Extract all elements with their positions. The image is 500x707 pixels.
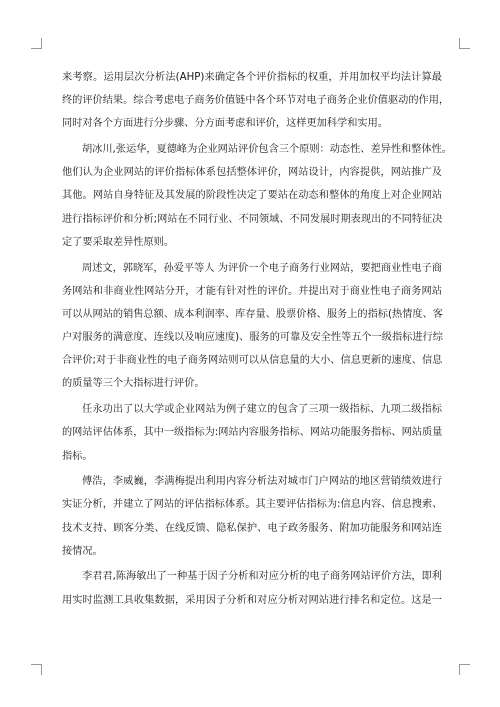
text-line: 来考察。运用层次分析法(AHP)来确定各个评价指标的权重，并用加权平均法计算最 xyxy=(62,72,442,83)
text-line: 他们认为企业网站的评价指标体系包括整体评价，网站设计，内容提供，网站推广及 xyxy=(62,167,442,179)
text-line: 李君君,陈海敏出了一种基于因子分析和对应分析的电子商务网站评价方法，即利 xyxy=(82,571,442,583)
text-line: 傅浩，李威巍，李满梅提出利用内容分析法对城市门户网站的地区营销绩效进行 xyxy=(82,476,442,488)
paragraph-ren-yonggong xyxy=(62,398,442,468)
text-line: 接情况。 xyxy=(62,545,103,557)
text-line: 可以从网站的销售总额、成本利润率、库存量、股票价格、服务上的指标(热情度、客 xyxy=(62,308,443,320)
text-line: 的质量等三个大指标进行评价。 xyxy=(62,378,205,390)
text-line: 务网站和非商业性网站分开，才能有针对性的评价。并提出对于商业性电子商务网站 xyxy=(62,285,442,297)
paragraph-zhou-shuwen xyxy=(62,257,442,396)
paragraph-ahp-method xyxy=(62,66,450,136)
crop-mark-bottom-right xyxy=(459,664,470,675)
text-line: 户对服务的满意度、连线以及响应速度)、服务的可靠及安全性等五个一级指标进行综 xyxy=(62,332,443,344)
text-line: 进行指标评价和分析;网站在不同行业、不同领域、不同发展时期表现出的不同特征决 xyxy=(62,213,443,225)
text-line: 终的评价结果。综合考虑电子商务价值链中各个环节对电子商务企业价值驱动的作用， xyxy=(62,95,450,107)
crop-mark-top-right xyxy=(459,38,470,49)
text-line: 其他。网站自身特征及其发展的阶段性决定了要站在动态和整体的角度上对企业网站 xyxy=(62,190,442,202)
paragraph-fu-hao xyxy=(62,470,442,563)
text-line: 定了要采取差异性原则。 xyxy=(62,236,175,248)
text-line: 的网站评估体系，其中一级指标为:网站内容服务指标、网站功能服务指标、网站质量 xyxy=(62,427,443,439)
text-line: 任永功出了以大学或企业网站为例子建立的包含了三项一级指标、九项二级指标 xyxy=(82,404,442,416)
text-line: 周述文，郭晓军，孙爱平等人 为评价一个电子商务行业网站，要把商业性电子商 xyxy=(82,262,442,274)
crop-mark-top-left xyxy=(31,38,42,49)
crop-mark-bottom-left xyxy=(31,664,42,675)
body-text xyxy=(62,66,452,612)
paragraph-li-junjun xyxy=(62,565,442,611)
text-line: 指标。 xyxy=(62,450,93,462)
text-line: 技术支持、顾客分类、在线反馈、隐私保护、电子政务服务、附加功能服务和网站连 xyxy=(62,522,442,534)
paragraph-hu-bingchuan xyxy=(62,138,452,254)
text-line: 用实时监测工具收集数据，采用因子分析和对应分析对网站进行排名和定位。这是一 xyxy=(62,594,442,606)
text-line: 合评价;对于非商业性的电子商务网站则可以从信息量的大小、信息更新的速度、信息 xyxy=(62,355,443,367)
text-line: 胡冰川,张运华，夏德峰为企业网站评价包含三个原则：动态性、差异性和整体性。 xyxy=(82,144,452,156)
text-line: 同时对各个方面进行分步骤、分方面考虑和评价，这样更加科学和实用。 xyxy=(62,118,388,130)
text-line: 实证分析，并建立了网站的评估指标体系。其主要评估指标为:信息内容、信息搜索、 xyxy=(62,499,443,511)
